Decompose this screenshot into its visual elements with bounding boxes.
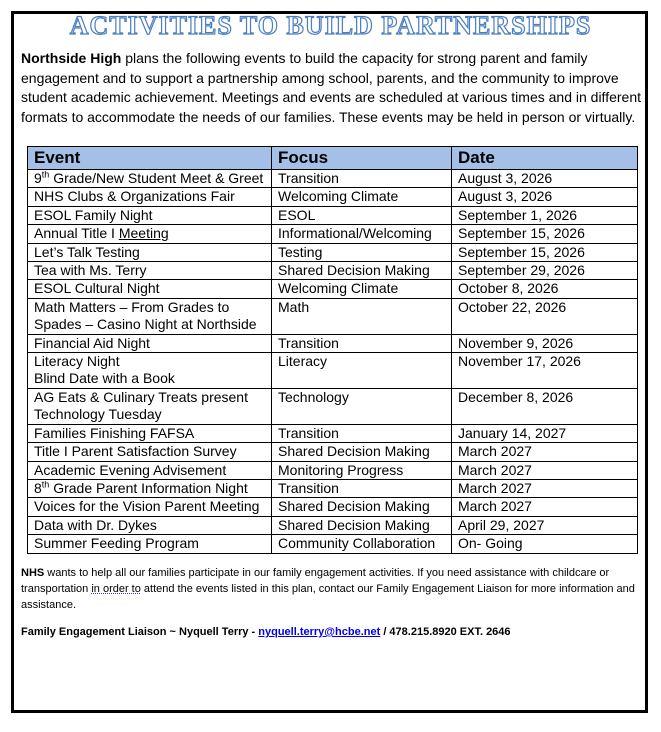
table-row	[28, 498, 638, 516]
ordinal-suffix: th	[41, 479, 50, 490]
focus-cell: Informational/Welcoming	[272, 225, 452, 243]
focus-cell: Shared Decision Making	[272, 498, 452, 516]
contact-email-link[interactable]: nyquell.terry@hcbe.net	[258, 626, 381, 638]
event-name-line-2: Spades – Casino Night at Northside	[34, 316, 257, 333]
table-row	[28, 243, 638, 261]
date-cell: December 8, 2026	[452, 388, 638, 424]
date-cell: March 2027	[452, 461, 638, 479]
date-cell: September 15, 2026	[452, 225, 638, 243]
event-name-line-1: Math Matters – From Grades to	[34, 298, 230, 315]
contact-label: Family Engagement Liaison ~ Nyquell Terry -	[21, 626, 259, 638]
event-cell: NHS Clubs & Organizations Fair	[28, 188, 272, 206]
date-cell: August 3, 2026	[452, 188, 638, 206]
focus-cell: Shared Decision Making	[272, 262, 452, 280]
focus-cell: Math	[272, 298, 452, 334]
event-cell: Let’s Talk Testing	[28, 243, 272, 261]
table-row	[28, 170, 638, 188]
event-cell: Voices for the Vision Parent Meeting	[28, 498, 272, 516]
event-name: Annual Title I	[34, 225, 119, 242]
table-row	[28, 262, 638, 280]
date-cell: August 3, 2026	[452, 170, 638, 188]
note-text-2: attend the events listed in this plan, contact our Family Engagement Liaison for more information and assistance.	[21, 583, 635, 611]
event-cell: Title I Parent Satisfaction Survey	[28, 443, 272, 461]
note-lead: NHS	[21, 567, 45, 579]
focus-cell: Welcoming Climate	[272, 188, 452, 206]
event-cell: Families Finishing FAFSA	[28, 424, 272, 442]
intro-paragraph	[21, 49, 641, 127]
table-row	[28, 516, 638, 534]
date-cell: January 14, 2027	[452, 424, 638, 442]
event-cell	[28, 353, 272, 389]
table-row	[28, 461, 638, 479]
table-row	[28, 388, 638, 424]
event-cell: Data with Dr. Dykes	[28, 516, 272, 534]
table-row	[28, 188, 638, 206]
event-name: Grade/New Student Meet & Greet	[49, 170, 264, 186]
page-title: ACTIVITIES TO BUILD PARTNERSHIPS	[69, 11, 592, 40]
table-row	[28, 353, 638, 389]
focus-cell: Transition	[272, 424, 452, 442]
note-text-1: wants to help all our families participate in our family engagement activities. If you need assistance with childcare or transportation	[21, 567, 610, 595]
date-cell: November 17, 2026	[452, 353, 638, 389]
focus-cell: Transition	[272, 170, 452, 188]
event-name-line-2: Blind Date with a Book	[34, 370, 175, 387]
focus-cell: Transition	[272, 334, 452, 352]
event-cell: Academic Evening Advisement	[28, 461, 272, 479]
assistance-note	[21, 565, 641, 613]
event-cell	[28, 225, 272, 243]
event-cell	[28, 388, 272, 424]
table-row	[28, 206, 638, 224]
date-cell: March 2027	[452, 498, 638, 516]
table-row	[28, 443, 638, 461]
event-cell	[28, 479, 272, 497]
date-cell: On- Going	[452, 535, 638, 553]
contact-phone: / 478.215.8920 EXT. 2646	[380, 626, 511, 638]
table-row	[28, 334, 638, 352]
events-table	[27, 146, 638, 554]
focus-cell: Testing	[272, 243, 452, 261]
event-name-line-1: AG Eats & Culinary Treats present	[34, 388, 248, 405]
event-cell: ESOL Cultural Night	[28, 280, 272, 298]
header-date: Date	[452, 147, 638, 170]
date-cell: April 29, 2027	[452, 516, 638, 534]
date-cell: March 2027	[452, 479, 638, 497]
event-name-underlined: Meeting	[118, 225, 169, 242]
contact-line	[21, 626, 641, 638]
event-cell: Summer Feeding Program	[28, 535, 272, 553]
table-row	[28, 225, 638, 243]
ordinal-suffix: th	[41, 169, 50, 180]
event-name-line-1: Literacy Night	[34, 353, 120, 370]
school-name: Northside High	[21, 50, 122, 66]
table-header-row	[28, 147, 638, 170]
focus-cell: Shared Decision Making	[272, 516, 452, 534]
event-cell	[28, 170, 272, 188]
event-cell: Financial Aid Night	[28, 334, 272, 352]
focus-cell: Monitoring Progress	[272, 461, 452, 479]
event-cell: Tea with Ms. Terry	[28, 262, 272, 280]
date-cell: October 22, 2026	[452, 298, 638, 334]
focus-cell: Technology	[272, 388, 452, 424]
table-row	[28, 280, 638, 298]
date-cell: September 29, 2026	[452, 262, 638, 280]
header-event: Event	[28, 147, 272, 170]
date-cell: March 2027	[452, 443, 638, 461]
table-row	[28, 535, 638, 553]
date-cell: September 15, 2026	[452, 243, 638, 261]
focus-cell: Community Collaboration	[272, 535, 452, 553]
event-name: Grade Parent Information Night	[49, 479, 248, 496]
focus-cell: Shared Decision Making	[272, 443, 452, 461]
event-name-line-2: Technology Tuesday	[34, 406, 162, 423]
event-cell	[28, 298, 272, 334]
focus-cell: Transition	[272, 479, 452, 497]
date-cell: October 8, 2026	[452, 280, 638, 298]
note-underlined: in order to	[91, 583, 141, 595]
intro-text: plans the following events to build the capacity for strong parent and family engagement and to support a partnership among school, parents, and the community to improve student academic achievement. Meetings and events are scheduled at various times and in different formats to accommodate the needs of our families. These events may be held in person or virtually.	[21, 50, 641, 125]
date-cell: September 1, 2026	[452, 206, 638, 224]
header-focus: Focus	[272, 147, 452, 170]
table-row	[28, 298, 638, 334]
ordinal-number: 8	[34, 479, 42, 496]
date-cell: November 9, 2026	[452, 334, 638, 352]
focus-cell: Welcoming Climate	[272, 280, 452, 298]
event-cell: ESOL Family Night	[28, 206, 272, 224]
focus-cell: Literacy	[272, 353, 452, 389]
focus-cell: ESOL	[272, 206, 452, 224]
table-row	[28, 424, 638, 442]
ordinal-number: 9	[34, 170, 42, 186]
table-row	[28, 479, 638, 497]
